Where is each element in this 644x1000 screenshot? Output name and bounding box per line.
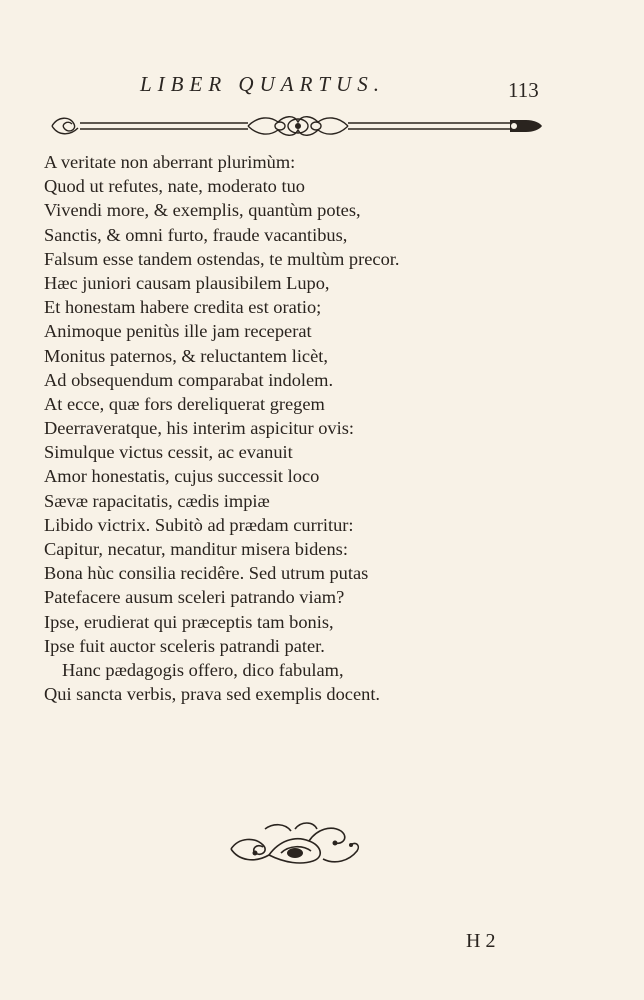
verse-line: A veritate non aberrant plurimùm: [44, 152, 296, 172]
verse-line: Ipse fuit auctor sceleris patrandi pater. [44, 635, 325, 656]
verse-line: Patefacere ausum sceleri patrando viam? [44, 587, 345, 608]
verse-line: Falsum esse tandem ostendas, te multùm precor. [44, 248, 400, 269]
verse-line: Monitus paternos, & reluctantem licèt, [44, 345, 328, 366]
ornamental-rule-icon [48, 108, 545, 144]
verse-line: Capitur, necatur, manditur misera bidens: [44, 539, 348, 559]
tailpiece-ornament-icon [225, 815, 365, 875]
verse-line: Simulque victus cessit, ac evanuit [44, 442, 293, 463]
verse-line: Deerraveratque, his interim aspicitur ovis: [44, 418, 354, 439]
signature-mark: H 2 [466, 930, 496, 952]
verse-line: Amor honestatis, cujus successit loco [44, 466, 320, 487]
verse-line: Ipse, erudierat qui præceptis tam bonis, [44, 611, 334, 632]
verse-line: Qui sancta verbis, prava sed exemplis docent. [44, 684, 381, 705]
verse-line: Sanctis, & omni furto, fraude vacantibus, [44, 224, 348, 245]
verse-line: Ad obsequendum comparabat indolem. [44, 369, 334, 390]
verse-line: Hæc juniori causam plausibilem Lupo, [44, 272, 330, 293]
verse-line: Libido victrix. Subitò ad prædam curritur: [44, 514, 354, 535]
page-number: 113 [508, 78, 539, 102]
verse-line: Hanc pædagogis offero, dico fabulam, [62, 659, 344, 680]
verse-line: Quod ut refutes, nate, moderato tuo [44, 176, 305, 197]
verse-line: Bona hùc consilia recidêre. Sed utrum putas [44, 563, 369, 584]
verse-line: At ecce, quæ fors dereliquerat gregem [44, 393, 325, 414]
running-title: LIBER QUARTUS. [140, 72, 385, 96]
verse-line: Sævæ rapacitatis, cædis impiæ [44, 490, 270, 511]
verse-line: Et honestam habere credita est oratio; [44, 297, 322, 318]
verse-line: Animoque penitùs ille jam receperat [44, 321, 312, 342]
verse-line: Vivendi more, & exemplis, quantùm potes, [44, 200, 361, 221]
verse-text [44, 150, 464, 706]
